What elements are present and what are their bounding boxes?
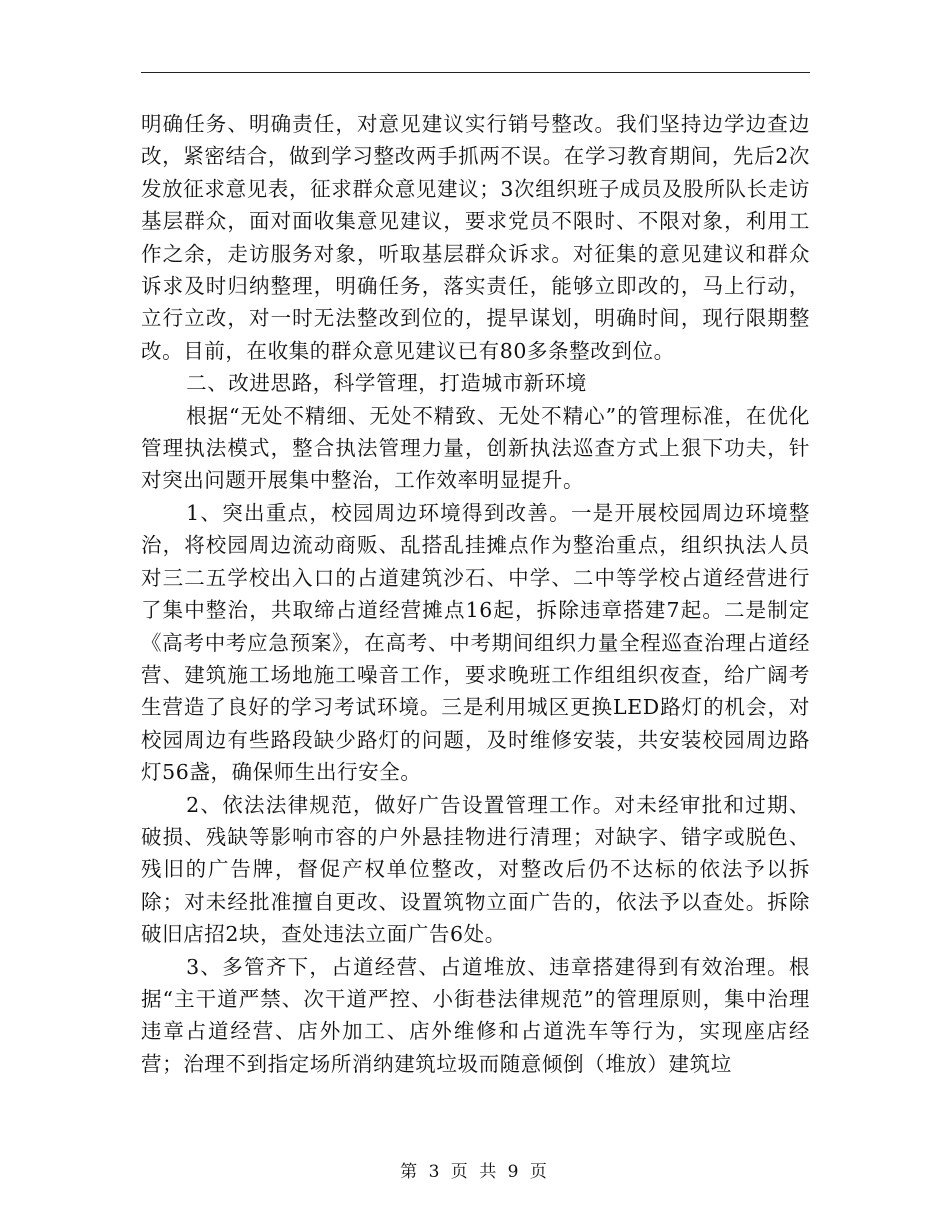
header-rule (141, 72, 810, 73)
paragraph: 3、多管齐下，占道经营、占道堆放、违章搭建得到有效治理。根据“主干道严禁、次干道严控、小街巷法律规范”的管理原则，集中治理违章占道经营、店外加工、店外维修和占道洗车等行为，实现座店经营；治理不到指定场所消纳建筑垃圾而随意倾倒（堆放）建筑垃 (141, 954, 810, 1076)
paragraph: 明确任务、明确责任，对意见建议实行销号整改。我们坚持边学边查边改，紧密结合，做到学习整改两手抓两不误。在学习教育期间，先后2次发放征求意见表，征求群众意见建议；3次组织班子成员及股所队长走访基层群众，面对面收集意见建议，要求党员不限时、不限对象，利用工作之余，走访服务对象，听取基层群众诉求。对征集的意见建议和群众诉求及时归纳整理，明确任务，落实责任，能够立即改的，马上行动，立行立改，对一时无法整改到位的，提早谋划，明确时间，现行限期整改。目前，在收集的群众意见建议已有80多条整改到位。 (141, 112, 810, 363)
body-text (141, 108, 810, 1080)
page-number-footer: 第 3 页 共 9 页 (400, 1162, 550, 1182)
section-heading: 二、改进思路，科学管理，打造城市新环境 (186, 371, 587, 396)
paragraph: 根据“无处不精细、无处不精致、无处不精心”的管理标准，在优化管理执法模式，整合执法管理力量，创新执法巡查方式上狠下功夫，针对突出问题开展集中整治，工作效率明显提升。 (141, 403, 810, 493)
paragraph: 1、突出重点，校园周边环境得到改善。一是开展校园周边环境整治，将校园周边流动商贩、乱搭乱挂摊点作为整治重点，组织执法人员对三二五学校出入口的占道建筑沙石、中学、二中等学校占道经营进行了集中整治，共取缔占道经营摊点16起，拆除违章搭建7起。二是制定《高考中考应急预案》，在高考、中考期间组织力量全程巡查治理占道经营、建筑施工场地施工噪音工作，要求晚班工作组组织夜查，给广阔考生营造了良好的学习考试环境。三是利用城区更换LED路灯的机会，对校园周边有些路段缺少路灯的问题，及时维修安装，共安装校园周边路灯56盏，确保师生出行安全。 (141, 500, 810, 785)
paragraph: 2、依法法律规范，做好广告设置管理工作。对未经审批和过期、破损、残缺等影响市容的户外悬挂物进行清理；对缺字、错字或脱色、残旧的广告牌，督促产权单位整改，对整改后仍不达标的依法予以拆除；对未经批准擅自更改、设置筑物立面广告的，依法予以查处。拆除破旧店招2块，查处违法立面广告6处。 (141, 792, 810, 947)
